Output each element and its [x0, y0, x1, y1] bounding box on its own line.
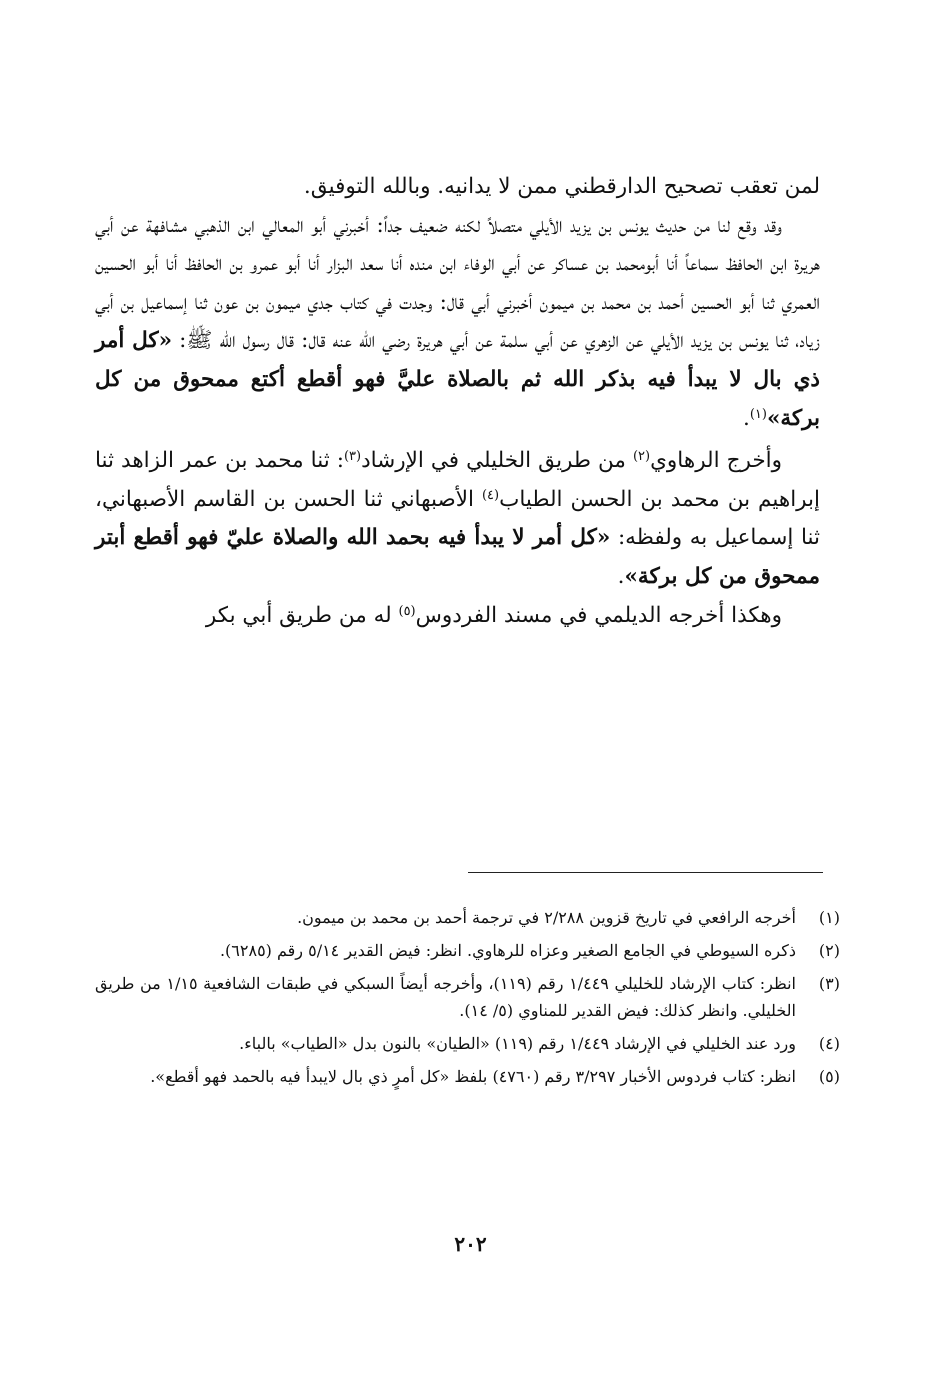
footnote-ref-4[interactable]: (٤) [481, 487, 500, 503]
footnote-item [95, 1030, 840, 1057]
footnote-number: (٣) [818, 974, 840, 993]
paragraph-4-part-a: وهكذا أخرجه الديلمي في مسند الفردوس [415, 602, 782, 628]
paragraph-1 [95, 168, 820, 207]
footnote-text: انظر: كتاب فردوس الأخبار ٣/٢٩٧ رقم (٤٧٦٠) بلفظ «كل أمرٍ ذي بال لايبدأ فيه بالحمد فهو أقطع». [150, 1067, 796, 1086]
footnote-item [95, 904, 840, 931]
footnote-ref-3[interactable]: (٣) [343, 449, 362, 465]
footnote-item [95, 970, 840, 1024]
footnote-item [95, 937, 840, 964]
footnote-number: (١) [818, 908, 840, 927]
footnote-text: ذكره السيوطي في الجامع الصغير وعزاه للرهاوي. انظر: فيض القدير ٥/١٤ رقم (٦٢٨٥). [219, 941, 796, 960]
hadith-quote-2: «كل أمر لا يبدأ فيه بحمد الله والصلاة عليّ فهو أقطع أبتر ممحوق من كل بركة» [95, 525, 820, 589]
paragraph-2-intro: وقد وقع لنا من حديث يونس بن يزيد الأيلي متصلاً لكنه ضعيف جداً: أخبرني أبو المعالي ابن الذهبي مشافهة عن أبي هريرة ابن الحافظ سماعاً أنا أبومحمد بن عساكر عن أبي الوفاء ابن منده أنا سعد البزار أنا أبو عمرو بن الحافظ أنا أبو الحسين العمري ثنا أبو الحسين أحمد بن محمد بن ميمون أخبرني أبي قال: وجدت في كتاب جدي ميمون بن عون ثنا إسماعيل بن أبي زياد، ثنا يونس بن يزيد الأيلي عن الزهري عن أبي سلمة عن أبي هريرة رضي الله عنه قال: قال رسول الله ﷺ: [95, 212, 821, 354]
paragraph-4-part-b: له من طريق أبي بكر [205, 602, 399, 628]
footnote-ref-2[interactable]: (٢) [632, 449, 651, 465]
footnote-text: انظر: كتاب الإرشاد للخليلي ١/٤٤٩ رقم (١١٩)، وأخرجه أيضاً السبكي في طبقات الشافعية ١/١٥ من طريق الخليلي. وانظر كذلك: فيض القدير للمناوي (٥/ ١٤). [95, 974, 797, 1020]
paragraph-2 [95, 207, 820, 439]
footnote-item [95, 1063, 840, 1090]
footnote-number: (٥) [818, 1067, 840, 1086]
paragraph-3-part-b: من طريق الخليلي في الإرشاد [361, 448, 633, 474]
footnote-number: (٢) [818, 941, 840, 960]
paragraph-4 [95, 597, 820, 636]
footnote-ref-1[interactable]: (١) [749, 406, 767, 422]
paragraph-2-end: . [742, 405, 750, 431]
footnotes [95, 904, 840, 1096]
footnote-divider [468, 872, 823, 873]
paragraph-3-end: . [617, 563, 625, 589]
footnote-ref-5[interactable]: (٥) [398, 603, 416, 619]
paragraph-3-part-a: وأخرج الرهاوي [650, 448, 782, 474]
footnote-number: (٤) [818, 1034, 840, 1053]
paragraph-1-text: لمن تعقب تصحيح الدارقطني ممن لا يدانيه. وبالله التوفيق. [303, 174, 820, 199]
paragraph-3-part-d: الأصبهاني ثنا الحسن بن القاسم الأصبهاني، ثنا إسماعيل به ولفظه: [95, 486, 821, 551]
footnote-text: ورد عند الخليلي في الإرشاد ١/٤٤٩ رقم (١١٩) «الطيان» بالنون بدل «الطياب» بالباء. [239, 1034, 796, 1053]
hadith-quote-1: «كل أمر ذي بال لا يبدأ فيه بذكر الله ثم بالصلاة عليَّ فهو أقطع أكتع ممحوق من كل بركة» [95, 328, 820, 431]
paragraph-3-part-c: : ثنا محمد بن عمر الزاهد ثنا إبراهيم بن محمد بن الحسن الطياب [95, 448, 820, 512]
main-text [95, 168, 820, 635]
paragraph-3 [95, 442, 820, 596]
footnote-text: أخرجه الرافعي في تاريخ قزوين ٢/٢٨٨ في ترجمة أحمد بن محمد بن ميمون. [297, 908, 796, 927]
page-number: ٢٠٢ [454, 1232, 487, 1256]
